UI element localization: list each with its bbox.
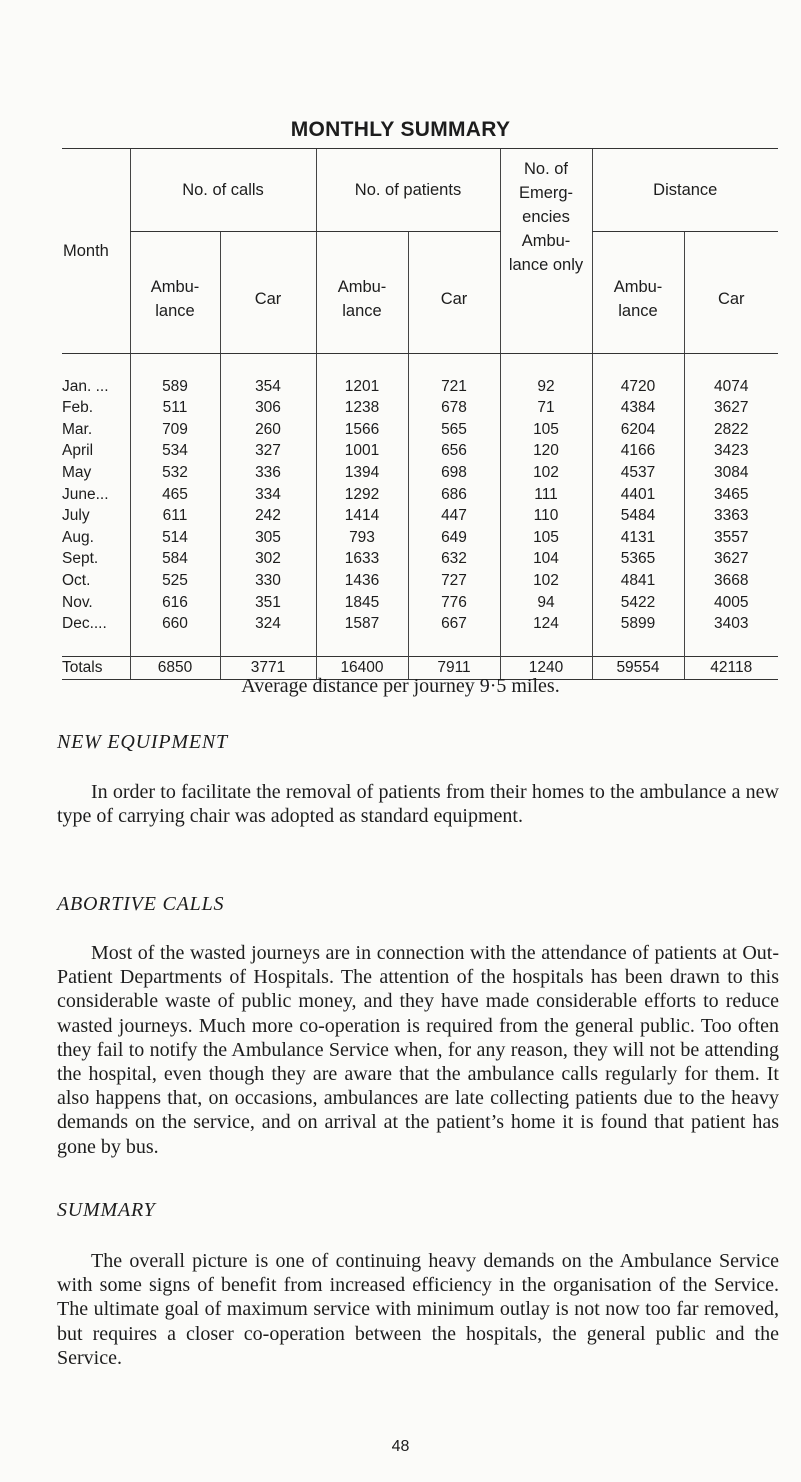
cell-calls-car: 242: [220, 505, 316, 527]
cell-pat-amb: 1201: [316, 376, 408, 398]
table-row: [62, 570, 778, 592]
cell-pat-amb: 793: [316, 527, 408, 549]
cell-emerg: 120: [500, 440, 592, 462]
cell-dist-amb: 4401: [592, 484, 684, 506]
cell-dist-amb: 5899: [592, 613, 684, 635]
cell-calls-car: 336: [220, 462, 316, 484]
cell-emerg: 94: [500, 592, 592, 614]
cell-calls-amb: 6850: [130, 657, 220, 680]
cell-dist-amb: 5484: [592, 505, 684, 527]
cell-pat-car: 776: [408, 592, 500, 614]
cell-calls-amb: 532: [130, 462, 220, 484]
cell-pat-amb: 1587: [316, 613, 408, 635]
cell-calls-car: 260: [220, 419, 316, 441]
cell-pat-car: 721: [408, 376, 500, 398]
cell-dist-car: 4005: [684, 592, 778, 614]
header-calls-car: Car: [220, 232, 316, 354]
cell-dist-amb: 4131: [592, 527, 684, 549]
cell-dist-car: 3423: [684, 440, 778, 462]
table-row: [62, 548, 778, 570]
cell-calls-car: 3771: [220, 657, 316, 680]
cell-month: May: [62, 463, 92, 481]
cell-month: Feb.: [62, 399, 94, 417]
cell-pat-car: 698: [408, 462, 500, 484]
cell-calls-amb: 660: [130, 613, 220, 635]
cell-dist-amb: 5365: [592, 548, 684, 570]
summary-heading: SUMMARY: [57, 1199, 156, 1221]
cell-dist-car: 3465: [684, 484, 778, 506]
cell-pat-amb: 1292: [316, 484, 408, 506]
cell-emerg: 124: [500, 613, 592, 635]
cell-dist-car: 3627: [684, 397, 778, 419]
header-distance-car: Car: [684, 232, 778, 354]
cell-dist-car: 3627: [684, 548, 778, 570]
page-number: 48: [391, 1438, 410, 1455]
cell-month: Oct.: [62, 571, 91, 589]
table-row: [62, 440, 778, 462]
header-emergencies: [500, 149, 592, 354]
page-title: MONTHLY SUMMARY: [290, 118, 511, 141]
cell-calls-car: 324: [220, 613, 316, 635]
cell-calls-amb: 514: [130, 527, 220, 549]
average-distance-note: Average distance per journey 9·5 miles.: [241, 675, 560, 697]
cell-calls-car: 327: [220, 440, 316, 462]
abortive-calls-paragraph: Most of the wasted journeys are in connection with the attendance of patients at Out-Patient Departments of Hospitals. The attention of the hospitals has been drawn to this considerable waste of public money, and they have made considerable efforts to reduce wasted journeys. Much more co-operation is required from the general public. Too often they fail to notify the Ambulance Service when, for any reason, they will not be attending the hospital, even though they are aware that the ambulance calls regularly for them. It also happens that, on occasions, ambulances are late collecting patients due to the heavy demands on the service, and on arrival at the patient’s home it is found that patient has gone by bus.: [57, 942, 779, 1158]
cell-calls-amb: 589: [130, 376, 220, 398]
cell-dist-amb: 59554: [592, 657, 684, 680]
cell-pat-amb: 1566: [316, 419, 408, 441]
cell-calls-amb: 616: [130, 592, 220, 614]
monthly-summary-table: [62, 148, 778, 680]
cell-dist-car: 3403: [684, 613, 778, 635]
cell-calls-car: 354: [220, 376, 316, 398]
cell-calls-amb: 611: [130, 505, 220, 527]
table-row: [62, 397, 778, 419]
cell-dist-car: 2822: [684, 419, 778, 441]
cell-emerg: 71: [500, 397, 592, 419]
cell-pat-car: 632: [408, 548, 500, 570]
cell-dist-amb: 4720: [592, 376, 684, 398]
cell-dist-amb: 4384: [592, 397, 684, 419]
cell-pat-car: 667: [408, 613, 500, 635]
header-patients-ambulance: Ambu- lance: [316, 232, 408, 354]
cell-dist-amb: 6204: [592, 419, 684, 441]
cell-pat-car: 565: [408, 419, 500, 441]
cell-dist-amb: 4166: [592, 440, 684, 462]
cell-emerg: 102: [500, 462, 592, 484]
cell-dist-car: 42118: [684, 657, 778, 680]
cell-emerg: 1240: [500, 657, 592, 680]
cell-pat-amb: 1394: [316, 462, 408, 484]
cell-pat-amb: 1001: [316, 440, 408, 462]
cell-emerg: 111: [500, 484, 592, 506]
cell-pat-amb: 1414: [316, 505, 408, 527]
cell-pat-amb: 1436: [316, 570, 408, 592]
cell-pat-car: 656: [408, 440, 500, 462]
cell-calls-car: 305: [220, 527, 316, 549]
cell-totals-label: Totals: [62, 657, 130, 680]
cell-pat-amb: 1845: [316, 592, 408, 614]
cell-pat-car: 686: [408, 484, 500, 506]
cell-pat-amb: 1633: [316, 548, 408, 570]
cell-calls-amb: 584: [130, 548, 220, 570]
header-calls: No. of calls: [130, 149, 316, 232]
cell-pat-car: 7911: [408, 657, 500, 680]
abortive-calls-heading: ABORTIVE CALLS: [57, 893, 225, 915]
header-emergencies-label: No. of Emerg- encies: [518, 160, 574, 226]
header-distance-ambulance: Ambu- lance: [592, 232, 684, 354]
cell-dist-car: 3557: [684, 527, 778, 549]
cell-dist-car: 3363: [684, 505, 778, 527]
cell-pat-car: 447: [408, 505, 500, 527]
table-row: [62, 419, 778, 441]
cell-calls-car: 330: [220, 570, 316, 592]
cell-dist-car: 3668: [684, 570, 778, 592]
table-row: [62, 484, 778, 506]
cell-dist-amb: 4537: [592, 462, 684, 484]
summary-paragraph: The overall picture is one of continuing heavy demands on the Ambulance Service with some signs of benefit from increased efficiency in the organisation of the Service. The ultimate goal of maximum service with minimum outlay is not now too far removed, but requires a closer co-operation between the hospitals, the general public and the Service.: [57, 1250, 779, 1369]
cell-month: Jan. ...: [62, 377, 109, 395]
cell-emerg: 102: [500, 570, 592, 592]
cell-calls-amb: 534: [130, 440, 220, 462]
header-month: Month: [62, 149, 130, 354]
cell-calls-car: 306: [220, 397, 316, 419]
cell-calls-amb: 511: [130, 397, 220, 419]
header-calls-ambulance: Ambu- lance: [130, 232, 220, 354]
cell-month: Dec....: [62, 615, 107, 633]
cell-month: Aug.: [62, 528, 94, 546]
cell-pat-car: 727: [408, 570, 500, 592]
cell-pat-amb: 1238: [316, 397, 408, 419]
table-row: [62, 527, 778, 549]
cell-month: April: [62, 442, 94, 460]
cell-month: Sept.: [62, 550, 99, 568]
cell-emerg: 92: [500, 376, 592, 398]
new-equipment-heading: NEW EQUIPMENT: [57, 731, 228, 753]
header-patients: No. of patients: [316, 149, 500, 232]
new-equipment-paragraph: In order to facilitate the removal of patients from their homes to the ambulance a new type of carrying chair was adopted as standard equipment.: [57, 781, 779, 828]
table-row: [62, 505, 778, 527]
cell-emerg: 105: [500, 419, 592, 441]
header-distance: Distance: [592, 149, 778, 232]
cell-calls-amb: 525: [130, 570, 220, 592]
table-row: [62, 613, 778, 635]
cell-emerg: 110: [500, 505, 592, 527]
cell-pat-amb: 16400: [316, 657, 408, 680]
table-row: [62, 592, 778, 614]
cell-emerg: 104: [500, 548, 592, 570]
cell-month: July: [62, 507, 90, 525]
cell-emerg: 105: [500, 527, 592, 549]
cell-dist-car: 3084: [684, 462, 778, 484]
cell-month: Mar.: [62, 420, 93, 438]
cell-pat-car: 649: [408, 527, 500, 549]
cell-month: Nov.: [62, 593, 93, 611]
cell-month: June...: [62, 485, 109, 503]
table-row: [62, 376, 778, 398]
cell-calls-amb: 709: [130, 419, 220, 441]
header-patients-car: Car: [408, 232, 500, 354]
cell-calls-amb: 465: [130, 484, 220, 506]
cell-calls-car: 334: [220, 484, 316, 506]
cell-pat-car: 678: [408, 397, 500, 419]
table-row: [62, 462, 778, 484]
cell-calls-car: 351: [220, 592, 316, 614]
cell-dist-car: 4074: [684, 376, 778, 398]
header-amb-only: Ambu- lance only: [508, 232, 584, 274]
cell-dist-amb: 5422: [592, 592, 684, 614]
cell-dist-amb: 4841: [592, 570, 684, 592]
cell-calls-car: 302: [220, 548, 316, 570]
